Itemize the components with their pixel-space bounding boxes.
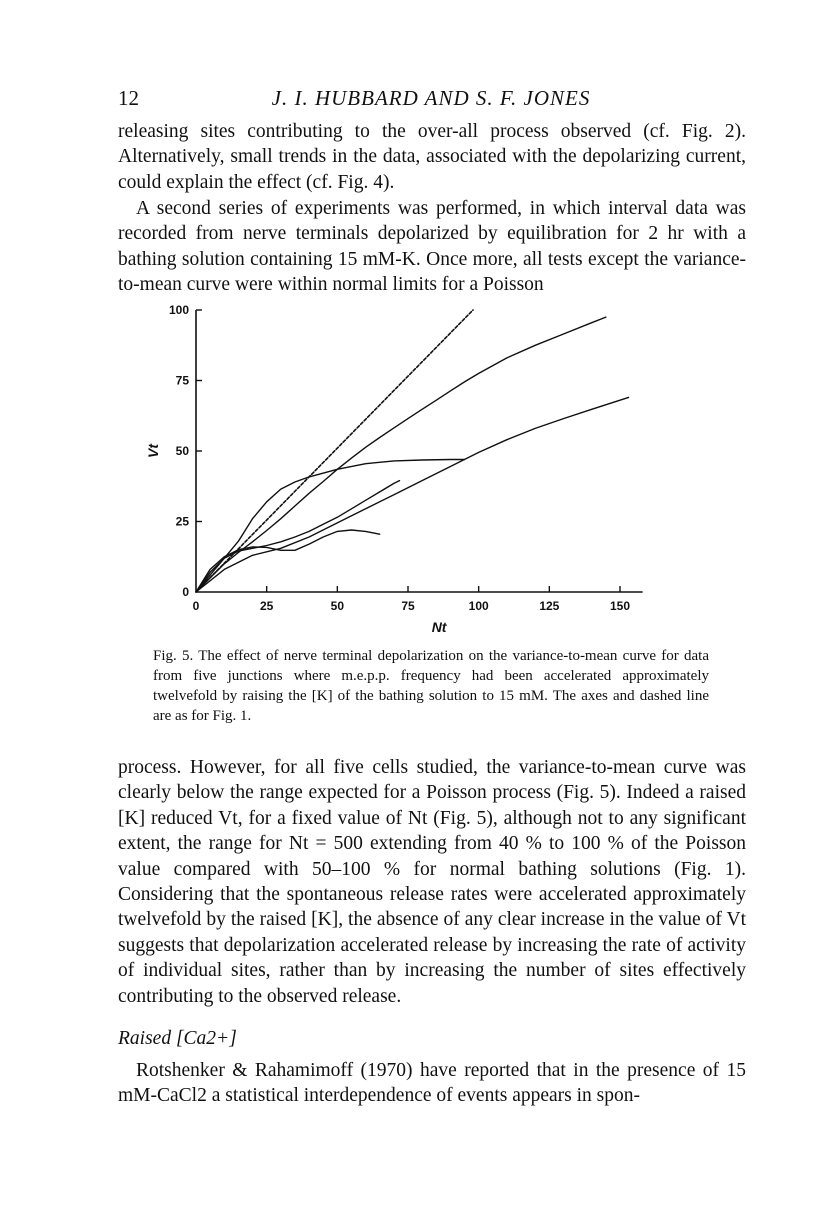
x-tick-label: 75 [401, 599, 415, 613]
chart-labels [145, 303, 630, 635]
chart-axes [196, 310, 643, 592]
series-line [196, 397, 629, 592]
x-tick-label: 25 [259, 599, 274, 613]
y-tick-label: 100 [168, 303, 189, 317]
figure-caption: Fig. 5. The effect of nerve terminal depolarization on the variance-to-mean curve for data from five junctions where m.e.p.p. frequency had been accelerated approximately twelvefold by raising the [K] of the bathing solution to 15 mM. The axes and dashed line are as for Fig. 1. [153, 648, 709, 724]
figure-5-chart [130, 295, 690, 640]
author-names: J. I. HUBBARD AND S. F. JONES [271, 86, 591, 110]
x-axis-label: Nt [431, 619, 447, 635]
x-tick-label: 100 [468, 599, 489, 613]
x-tick-label: 50 [330, 599, 345, 613]
paragraph-4: Rotshenker & Rahamimoff (1970) have reported that in the presence of 15 mM-CaCl2 a statistical interdependence of events appears in spon- [118, 1060, 746, 1107]
y-tick-label: 50 [175, 444, 189, 458]
running-header [118, 86, 744, 112]
paragraph-2: A second series of experiments was performed, in which interval data was recorded from nerve terminals depolarized by equilibration for 2 hr with a bathing solution containing 15 mM-K. Once more, all tests except the variance-to-mean curve were within normal limits for a Poisson [118, 198, 746, 296]
y-tick-label: 75 [175, 373, 189, 388]
page-number: 12 [118, 86, 139, 110]
series-line [196, 481, 400, 592]
paragraph-3: process. However, for all five cells studied, the variance-to-mean curve was clearly below the range expected for a Poisson process (Fig. 5). Indeed a raised [K] reduced Vt, for a fixed value of Nt (Fig. 5), although not to any significant extent, the range for Nt = 500 extending from 40 % to 100 % of the Poisson value compared with 50–100 % for normal bathing solutions (Fig. 1). Considering that the spontaneous release rates were accelerated approximately twelvefold by the raised [K], the absence of any clear increase in the value of Vt suggests that depolarization accelerated release by increasing the rate of activity of individual sites, rather than by increasing the number of sites effectively contributing to the observed release. [118, 757, 746, 1007]
y-tick-label: 25 [175, 514, 189, 529]
y-tick-label: 0 [182, 585, 189, 599]
y-axis-label: Vt [145, 444, 161, 458]
x-tick-label: 0 [192, 599, 200, 613]
section-heading: Raised [Ca2+] [118, 1028, 237, 1049]
paragraph-1: releasing sites contributing to the over-all process observed (cf. Fig. 2). Alternatively, small trends in the data, associated with the depolarizing current, could explain the effect (cf. Fig. 4). [118, 121, 746, 193]
x-tick-label: 125 [539, 599, 560, 613]
chart-series [196, 310, 629, 592]
series-line [196, 317, 606, 592]
x-tick-label: 150 [609, 599, 631, 613]
